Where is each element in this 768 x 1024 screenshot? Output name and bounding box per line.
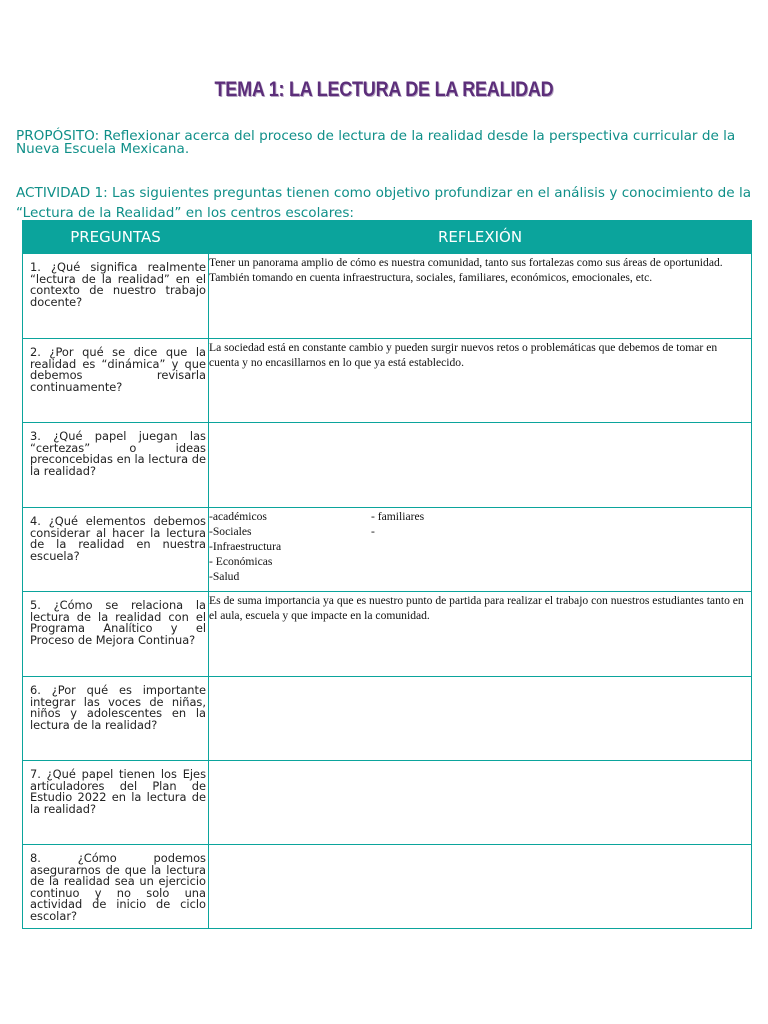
question-cell (23, 339, 209, 423)
answer-cell[interactable] (209, 423, 752, 508)
answer-text: Es de suma importancia ya que es nuestro punto de partida para realizar el trabajo con nuestros estudiantes tanto en el aula, escuela y que impacte en la comunidad. (209, 594, 744, 622)
question-cell (23, 845, 209, 929)
answer-text: Tener un panorama amplio de cómo es nuestra comunidad, tanto sus fortalezas como sus áreas de oportunidad. También tomando en cuenta infraestructura, sociales, familiares, económicos, emocionales, etc. (209, 256, 723, 284)
answer-cell[interactable] (209, 592, 752, 677)
answer-text (209, 761, 751, 762)
answer-text: La sociedad está en constante cambio y pueden surgir nuevos retos o problemáticas que debemos de tomar en cuenta y no encasillarnos en lo que ya está establecido. (209, 341, 718, 369)
question-text: 6. ¿Por qué es importante integrar las voces de niñas, niños y adolescentes en la lectura de la realidad? (30, 683, 206, 732)
question-text: 2. ¿Por qué se dice que la realidad es “dinámica” y que debemos revisarla continuamente? (30, 345, 206, 394)
table-row (23, 339, 752, 423)
table-row (23, 677, 752, 761)
element-item: - Económicas (209, 555, 273, 568)
actividad-text: ACTIVIDAD 1: Las siguientes preguntas tienen como objetivo profundizar en el análisis y conocimiento de la “Lectura de la Realidad” en los centros escolares: (16, 185, 752, 221)
document-title: TEMA 1: LA LECTURA DE LA REALIDAD (214, 78, 554, 101)
question-text: 4. ¿Qué elementos debemos considerar al hacer la lectura de la realidad en nuestra escuela? (30, 514, 206, 563)
table-row (23, 761, 752, 845)
questions-table (22, 220, 752, 929)
elements-column-2 (371, 509, 424, 584)
question-cell (23, 592, 209, 677)
question-cell (23, 761, 209, 845)
table-row (23, 845, 752, 929)
answer-cell[interactable] (209, 508, 752, 592)
elements-column-1 (209, 509, 371, 584)
elements-list (209, 508, 751, 584)
answer-cell[interactable] (209, 761, 752, 845)
table-row (23, 423, 752, 508)
answer-text (209, 845, 751, 846)
proposito-text: PROPÓSITO: Reflexionar acerca del proceso de lectura de la realidad desde la perspectiva curricular de la Nueva Escuela Mexicana. (16, 128, 736, 157)
answer-text (209, 677, 751, 678)
table-row (23, 254, 752, 339)
answer-text (209, 423, 751, 424)
table-row (23, 508, 752, 592)
question-cell (23, 508, 209, 592)
answer-cell[interactable] (209, 339, 752, 423)
header-reflexion: REFLEXIÓN (209, 221, 752, 254)
answer-cell[interactable] (209, 845, 752, 929)
question-cell (23, 423, 209, 508)
question-text: 8. ¿Cómo podemos asegurarnos de que la lectura de la realidad sea un ejercicio continuo y no solo una actividad de inicio de ciclo escolar? (30, 851, 206, 923)
element-item: - (371, 525, 375, 538)
table-header-row (23, 221, 752, 254)
element-item: -académicos (209, 510, 267, 523)
question-cell (23, 254, 209, 339)
question-text: 7. ¿Qué papel tienen los Ejes articuladores del Plan de Estudio 2022 en la lectura de la realidad? (30, 767, 206, 816)
element-item: -Infraestructura (209, 540, 282, 553)
element-item: -Salud (209, 570, 240, 583)
table-row (23, 592, 752, 677)
question-cell (23, 677, 209, 761)
answer-cell[interactable] (209, 254, 752, 339)
header-preguntas: PREGUNTAS (23, 221, 209, 254)
question-text: 3. ¿Qué papel juegan las “certezas” o ideas preconcebidas en la lectura de la realidad? (30, 429, 206, 478)
question-text: 5. ¿Cómo se relaciona la lectura de la realidad con el Programa Analítico y el Proceso de Mejora Continua? (30, 598, 206, 647)
question-text: 1. ¿Qué significa realmente “lectura de la realidad” en el contexto de nuestro trabajo docente? (30, 260, 206, 309)
element-item: - familiares (371, 510, 425, 523)
answer-cell[interactable] (209, 677, 752, 761)
element-item: -Sociales (209, 525, 252, 538)
